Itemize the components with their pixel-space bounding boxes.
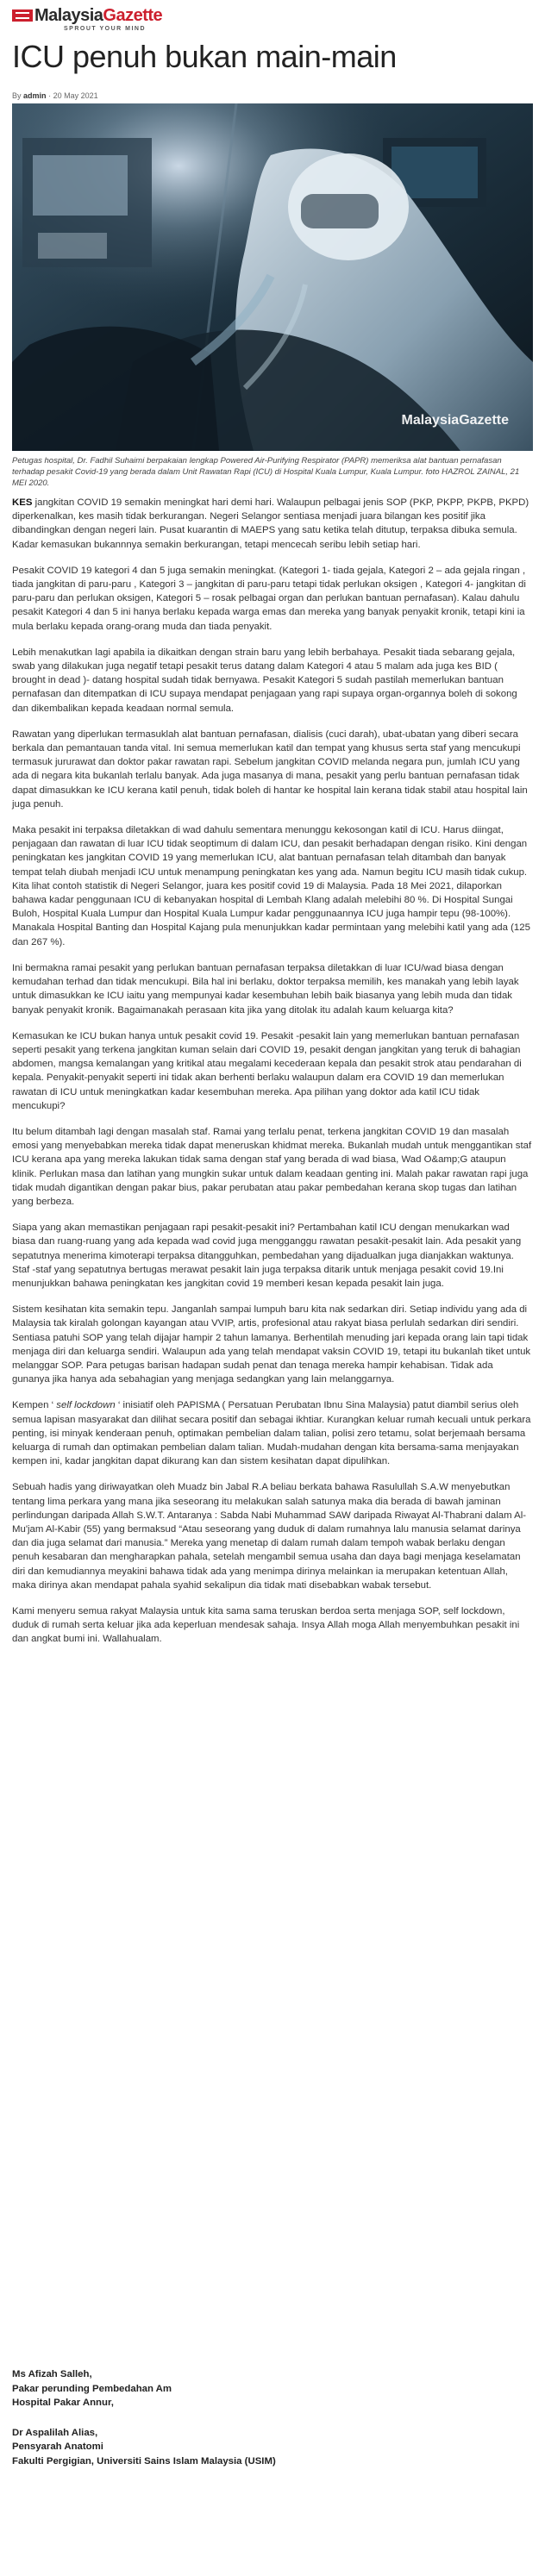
lead-word: KES — [12, 497, 33, 508]
author-link[interactable]: admin — [23, 91, 47, 100]
paragraph-9: Siapa yang akan memastikan penjagaan rapi pesakit-pesakit ini? Pertambahan katil ICU dengan menukarkan wad biasa dan ruang-ruang yang ada kepada wad covid juga mengganggu rawatan pesakit-pesakit lain. Ada pesakit yang sepatutnya menerima kimoterapi terpaksa ditangguhkan, pembedahan yang dijadualkan juga dianjakkan waktunya. Staf -staf yang sepatutnya bertugas merawat pesakit lain juga terpaksa ditarik untuk menjaga pesakit covid 19.Ini menunjukkan bahawa peningkatan kes jangkitan covid 19 memberi kesan kepada pesakit lain juga. — [12, 1222, 522, 1289]
signature-affiliation: Fakulti Pergigian, Universiti Sains Islam Malaysia (USIM) — [12, 2455, 276, 2467]
meta-separator: · — [48, 91, 52, 100]
article-title: ICU penuh bukan main-main — [12, 39, 397, 74]
logo-text-gazette: Gazette — [103, 6, 163, 25]
paragraph-10: Sistem kesihatan kita semakin tepu. Janganlah sampai lumpuh baru kita nak sedarkan diri. Setiap individu yang ada di Malaysia tak kiralah golongan kayangan atau VVIP, artis, profesional atau rakyat biasa perlulah sedarkan diri sendiri. Sentiasa patuhi SOP yang telah dijajar hampir 2 tahun lamanya. Berhentilah menuding jari kepada orang lain tapi tidak menjaga diri dan keluarga sendiri. Walaupun ada yang telah mendapat vaksin COVID 19, tetapi itu bukanlah tiket untuk melanggar SOP. Para petugas barisan hadapan sudah penat dan tenaga mereka hampir kehabisan. Tidak ada gunanya jika hanya ada sebahagian yang menjaga sedangkan yang lain melanggarnya. — [12, 1304, 531, 1385]
hero-image — [12, 103, 533, 451]
logo-text-malaysia: Malaysia — [34, 6, 103, 25]
paragraph-3: Lebih menakutkan lagi apabila ia dikaitkan dengan strain baru yang lebih berbahaya. Pesakit tiada sebarang gejala, swab yang dilakukan juga negatif tetapi pesakit terus datang dalam Kategori 4 atau 5 malam ada juga kes BID ( brought in dead )- datang hospital sudah tidak bernyawa. Pesakit Kategori 5 sudah pastilah memerlukan bantuan pernafasan dan ditempatkan di ICU supaya mendapat penjagaan yang rapi supaya organ-organnya boleh di sokong dan dikembalikan kepada keadaan normal semula. — [12, 647, 517, 714]
article-date: 20 May 2021 — [53, 91, 98, 100]
signature-name: Ms Afizah Salleh, — [12, 2369, 92, 2379]
logo-mark-icon — [12, 9, 33, 22]
site-tagline: SPROUT YOUR MIND — [64, 26, 147, 32]
paragraph-8: Itu belum ditambah lagi dengan masalah staf. Ramai yang terlalu penat, terkena jangkitan COVID 19 dan masalah emosi yang menyebabkan mereka tidak dapat meneruskan khidmat mereka. Bukanlah mudah untuk menggantikan staf ICU kerana apa yang mereka lakukan tidak sama dengan staf yang berada di wad biasa, Wad O&amp;G ataupun klinik. Perlukan masa dan latihan yang mungkin sukar untuk dalam keadaan genting ini. Malah pakar rawatan rapi juga tidak mudah digantikan dengan pakar bius, pakar perubatan atau pakar pembedahan kerana skop tugas dan latihan yang berbeza. — [12, 1126, 532, 1207]
author-signatures — [12, 2367, 533, 2484]
paragraph-1 — [12, 496, 533, 552]
signature-block — [12, 2367, 533, 2410]
paragraph-4: Rawatan yang diperlukan termasuklah alat bantuan pernafasan, dialisis (cuci darah), ubat-ubatan yang diberi secara berkala dan pemantauan tanda vital. Ini semua memerlukan katil dan tempat yang khusus serta staf yang mencukupi termasuk jururawat dan doktor pakar rawatan rapi. Sebelum jangkitan COVID melanda negara pun, jumlah ICU yang ada di negara kita bukanlah terlalu banyak. Ada juga masanya di mana, pesakit yang perlu bantuan pernafasan tidak dapat dimasukkan ke ICU kerana katil penuh, tidak boleh di hantar ke hospital lain kerana tidak stabil atau hospital lain juga penuh. — [12, 728, 528, 810]
p11-part-a: Kempen ‘ — [12, 1400, 57, 1411]
hero-photo-illustration — [12, 103, 533, 451]
author-prefix: By — [12, 91, 22, 100]
signature-title: Pakar perunding Pembedahan Am — [12, 2383, 172, 2394]
paragraph-12: Sebuah hadis yang diriwayatkan oleh Muadz bin Jabal R.A beliau berkata bahawa Rasulullah S.A.W menyebutkan tentang lima perkara yang mana jika seseorang itu melakukan salah satunya maka dia berada di bawah jaminan perlindungan daripada Allah S.W.T. Antaranya : Sabda Nabi Muhammad SAW daripada Riwayat Al-Thabrani dalam Al-Mu'jam Al-Kabir (55) yang bermaksud “Atau seseorang yang duduk di dalam rumahnya lalu manusia selamat darinya dan dia juga selamat dari manusia.” Mereka yang menetap di dalam rumah dalam tempoh wabak berlaku dengan penuh kesabaran dan mengharapkan pahala, setelah mengambil semua usaha dan daya bagi menjaga keselamatan diri dan kemudiannya meyakini bahawa tidak ada yang menimpa dirinya melainkan ia merupakan ketentuan Allah, maka dirinya akan mendapat pahala syahid sekalipun dia tidak mati disebabkan wabak tersebut. — [12, 1482, 527, 1591]
paragraph-1-text: jangkitan COVID 19 semakin meningkat hari demi hari. Walaupun pelbagai jenis SOP (PKP, PKPP, PKPB, PKPD) diperkenalkan, kes masih tidak berkurangan. Negeri Selangor sentiasa menjadi juara bilangan kes positif jika dibandingkan dengan negeri lain. Pusat kuarantin di MAEPS yang satu ketika telah ditutup, terpaksa dibuka semula. Kadar kemasukan bukannnya semakin berkurangan, tetapi mencecah seribu lebih setiap hari. — [12, 497, 529, 550]
signature-title: Pensyarah Anatomi — [12, 2442, 103, 2452]
p11-campaign-name: self lockdown — [56, 1400, 116, 1411]
paragraph-13: Kami menyeru semua rakyat Malaysia untuk kita sama sama teruskan berdoa serta menjaga SOP, self lockdown, duduk di rumah serta keluar jika ada keperluan mendesak sahaja. Insya Allah moga Allah menyembuhkan pesakit ini dan angkat bumi ini. Wallahualam. — [12, 1606, 520, 1645]
article-meta — [12, 91, 98, 100]
image-watermark: MalaysiaGazette — [401, 413, 509, 428]
signature-block — [12, 2426, 533, 2469]
signature-name: Dr Aspalilah Alias, — [12, 2427, 98, 2438]
paragraph-6: Ini bermakna ramai pesakit yang perlukan bantuan pernafasan terpaksa diletakkan di luar ICU/wad biasa dengan kemudahan terhad dan tidak mencukupi. Bila hal ini berlaku, doktor terpaksa memilih, kes manakah yang lebih layak untuk dimasukkan ke ICU iaitu yang mempunyai kadar kesembuhan lebih baik biasanya yang lebih muda dan tidak banyak penyakit kronik. Bagaimanakah perasaan kita jika yang ditolak itu adalah kaum keluarga kita? — [12, 962, 519, 1016]
image-caption: Petugas hospital, Dr. Fadhil Suhaimi berpakaian lengkap Powered Air-Purifying Respirator (PAPR) memeriksa alat bantuan pernafasan terhadap pesakit Covid-19 yang berada dalam Unit Rawatan Rapi (ICU) di Hospital Kuala Lumpur, Kuala Lumpur. foto HAZROL ZAINAL, 21 MEI 2020. — [12, 456, 520, 488]
logo-wordmark — [34, 7, 162, 24]
paragraph-7: Kemasukan ke ICU bukan hanya untuk pesakit covid 19. Pesakit -pesakit lain yang memerlukan bantuan pernafasan seperti pesakit yang terkena jangkitan kuman selain dari COVID 19, pesakit dengan jangkitan yang teruk di bahagian abdomen, mangsa kemalangan yang kritikal atau megalami kecederaan kepala dan pesakit strok atau pendarahan di kepala. Penyakit-penyakit seperti ini tidak akan berhenti berlaku walaupun dalam era COVID 19 dan memerlukan rawatan di ICU untuk meningkatkan kadar kesembuhan mereka. Apa pilihan yang doktor ada katil ICU tidak mencukupi? — [12, 1030, 522, 1111]
site-logo[interactable] — [12, 7, 288, 33]
article-body — [12, 496, 533, 1659]
paragraph-5: Maka pesakit ini terpaksa diletakkan di wad dahulu sementara menunggu kekosongan katil di ICU. Harus diingat, penjagaan dan rawatan di luar ICU tidak seoptimum di dalam ICU, dan pesakit berhadapan dengan risiko. Kini dengan peningkatan kes jangkitan COVID 19 yang memerlukan ICU, alat bantuan pernafasan telah ditambah dan banyak tempat telah diubah menjadi ICU untuk menampung peningkatan kes yang ada. Namun begitu ICU masih tidak cukup. Kita lihat contoh statistik di Negeri Selangor, juara kes positif covid 19 di Malaysia. Pada 18 Mei 2021, dilaporkan bahawa kadar penggunaan ICU di kebanyakan hospital di Lembah Klang adalah melebihi 80 %. Di Hospital Sungai Buloh, Hospital Kuala Lumpur dan Hospital Kuala Lumpur kadar penggunaannya ICU juga hampir tepu (98-100%). Manakala Hospital Banting dan Hospital Kajang pula menunjukkan kadar permintaan yang melebihi katil yang ada (125 dan 267 %). — [12, 825, 530, 947]
paragraph-11 — [12, 1398, 533, 1468]
signature-affiliation: Hospital Pakar Annur, — [12, 2398, 114, 2408]
p11-part-c: ‘ inisiatif oleh PAPISMA ( Persatuan Perubatan Ibnu Sina Malaysia) patut diambil serius oleh semua lapisan masyarakat dan dilihat secara positif dan sebagai ikhtiar. Kurangkan keluar rumah kecuali untuk perkara penting, isi minyak kenderaan penuh, optimakan pembelian dalam talian, polisi zero tetamu, solat berjemaah bersama keluarga di rumah dan optimakan pembelian dalam talian. Mudah-mudahan dengan kita bersama-sama menjayakan kempen ini, kadar jangkitan dapat dikurang kan dan sistem kesihatan dapat dipulihkan. — [12, 1400, 531, 1467]
paragraph-2: Pesakit COVID 19 kategori 4 dan 5 juga semakin meningkat. (Kategori 1- tiada gejala, Kategori 2 – ada gejala ringan , tiada jangkitan di paru-paru , Kategori 3 – jangkitan di paru-paru tetapi tidak perlukan oksigen , Kategori 4- jangkitan di paru-paru dan perlukan oksigen, Kategori 5 – rosak pelbagai organ dan perlukan bantuan pernafasan). Kalau dahulu pesakit Kategori 4 dan 5 ini hanya berlaku kepada warga emas dan mereka yang banyak penyakit kronik, tetapi kini ia mula berlaku kepada orang-orang muda dan tiada penyakit. — [12, 565, 526, 632]
